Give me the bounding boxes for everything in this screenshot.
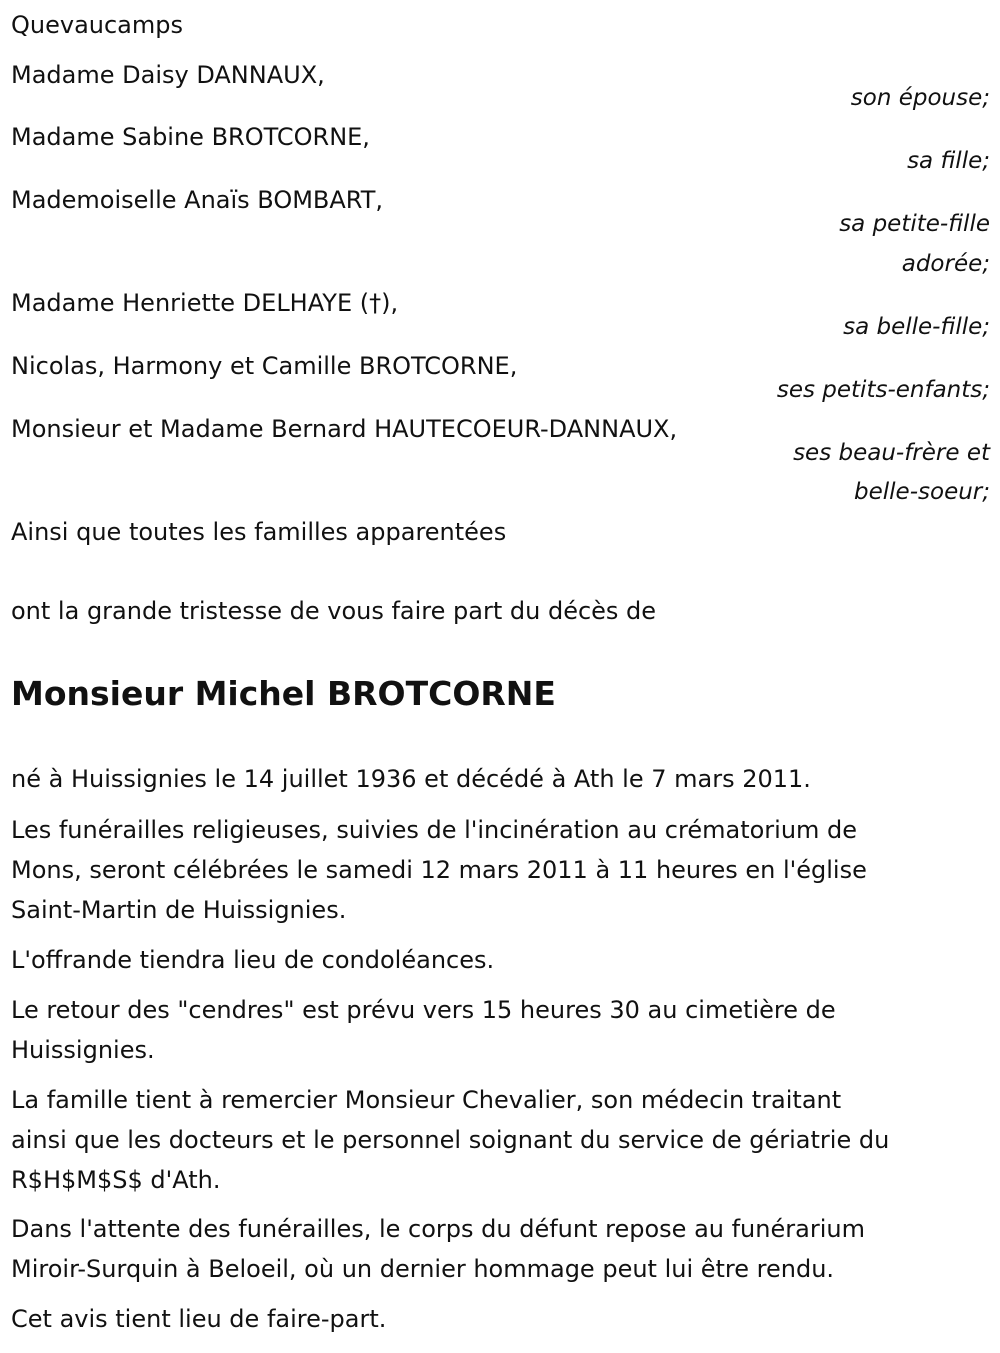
paragraph-line: R$H$M$S$ d'Ath. [11,1166,221,1194]
paragraph-line: né à Huissignies le 14 juillet 1936 et décédé à Ath le 7 mars 2011. [11,765,811,793]
family-role: ses beau-frère et [793,440,990,466]
deceased-name: Monsieur Michel BROTCORNE [11,674,556,713]
paragraph-line: Dans l'attente des funérailles, le corps du défunt repose au funérarium [11,1215,865,1243]
paragraph-line: Miroir-Surquin à Beloeil, où un dernier hommage peut lui être rendu. [11,1255,835,1283]
family-name: Monsieur et Madame Bernard HAUTECOEUR-DANNAUX, [11,415,678,443]
family-role: sa fille; [907,148,990,174]
paragraph-line: Le retour des "cendres" est prévu vers 15 heures 30 au cimetière de [11,996,836,1024]
paragraph-line: ainsi que les docteurs et le personnel soignant du service de gériatrie du [11,1126,890,1154]
family-name: Madame Daisy DANNAUX, [11,61,325,89]
paragraph-line: Cet avis tient lieu de faire-part. [11,1305,387,1333]
announcement: ont la grande tristesse de vous faire part du décès de [11,597,657,625]
paragraph-line: Les funérailles religieuses, suivies de l'incinération au crématorium de [11,816,858,844]
family-role: sa petite-fille [839,211,990,237]
family-role: sa belle-fille; [843,314,990,340]
family-role: belle-soeur; [854,479,990,505]
paragraph-line: L'offrande tiendra lieu de condoléances. [11,946,495,974]
paragraph-line: La famille tient à remercier Monsieur Chevalier, son médecin traitant [11,1086,842,1114]
family-role: ses petits-enfants; [776,377,990,403]
family-role: adorée; [901,251,990,277]
family-name: Madame Henriette DELHAYE (†), [11,289,399,317]
family-name: Nicolas, Harmony et Camille BROTCORNE, [11,352,518,380]
families-line: Ainsi que toutes les familles apparentées [11,518,507,546]
place: Quevaucamps [11,11,184,39]
family-name: Madame Sabine BROTCORNE, [11,123,370,151]
family-role: son épouse; [850,85,990,111]
paragraph-line: Saint-Martin de Huissignies. [11,896,347,924]
paragraph-line: Huissignies. [11,1036,155,1064]
paragraph-line: Mons, seront célébrées le samedi 12 mars 2011 à 11 heures en l'église [11,856,867,884]
family-name: Mademoiselle Anaïs BOMBART, [11,186,384,214]
